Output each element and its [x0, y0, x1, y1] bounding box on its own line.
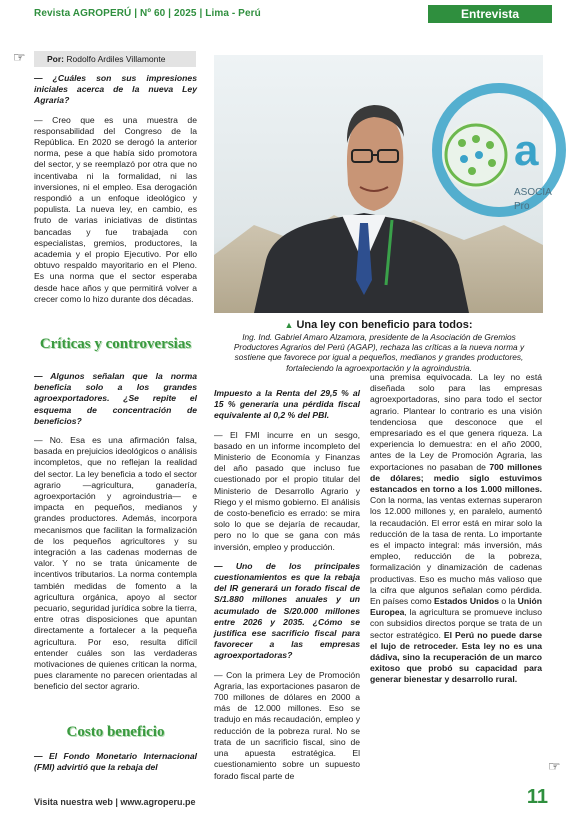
question-1: — ¿Cuáles son sus impresiones iniciales acerca de la nueva Ley Agraria? — [34, 73, 197, 106]
triangle-icon: ▲ — [284, 320, 294, 330]
portrait-illustration — [214, 55, 552, 313]
answer-4: — Con la primera Ley de Promoción Agraria, las exportaciones pasaron de 700 millones de dólares en 2000 a más de 12.000 millones. Eso se tradujo en más recaudación, empleo y reducción de la pobreza rural. No se trata de un sacrificio fiscal, sino de una apuesta estratégica. El cuestionamiento sobre un supuesto forado fiscal parte de — [214, 669, 360, 781]
column-2 — [214, 388, 360, 782]
page-header — [0, 0, 576, 28]
byline-author: Rodolfo Ardiles Villamonte — [66, 54, 166, 64]
answer-4-bold-1: 700 millones de dólares; medio siglo estuvimos estancados en torno a los 1.000 millones. — [370, 461, 542, 495]
photo-caption-title — [214, 319, 543, 331]
answer-4-continued — [370, 372, 542, 686]
question-3-start: — El Fondo Monetario Internacional (FMI) advirtió que la rebaja del — [34, 751, 197, 773]
subheading-criticas: Críticas y controversias — [39, 336, 192, 352]
photo-caption-body: Ing. Ind. Gabriel Amaro Alzamora, presidente de la Asociación de Gremios Productores Agrarios del Perú (AGAP), rechaza las críticas a la nueva norma y sostiene que favorece por igual a pequeños, medianos y grandes productores, fortaleciendo la agroexportación y la agroindustria. — [233, 332, 525, 373]
answer-1: — Creo que es una muestra de responsabilidad del Congreso de la República. En 2020 se derogó la anterior norma, pese a que había sido promotora del sector, y se reemplazó por otra que no incentivaba ni la formalidad, ni las inversiones, ni el empleo. Esa derogación respondió a un enfoque ideológico y populista. La nueva ley, en cambio, es fruto de varias iniciativas de distintas bancadas y fue trabajada con especialistas, gremios, productores, la academia y el propio Ejecutivo. Por ello obtuvo respaldo mayoritario en el Pleno. Es una norma que el sector esperaba desde hace años y que permitirá volver a crecer como lo hizo durante dos décadas. — [34, 114, 197, 304]
byline-label: Por: — [47, 54, 64, 64]
answer-4-text-2: Con la norma, las ventas externas superaron los 12.000 millones y, en paralelo, aumentó la recaudación. El error está en mirar solo la reducción de la tasa de renta. Lo importante es el impacto integral: más inversión, más empleo, reducción de la pobreza, formalización y dinamización de cadenas productivas. Eso es mucho más valioso que la cifra que algunos señalan como pérdida. En países como — [370, 495, 542, 607]
answer-4-text-4: , la agricultura se promueve incluso con subsidios directos porque se trata de un sector estratégico. — [370, 607, 542, 640]
byline — [34, 51, 196, 67]
logo-letter: a — [514, 126, 539, 175]
answer-4-text-1: una premisa equivocada. La ley no está diseñada solo para las empresas agroexportadoras, sino para todo el sector agrario. Plantear lo contrario es una visión tendenciosa que desconoce que el empresariado es el que genera riqueza. La experiencia lo demuestra: en el año 2000, antes de la Ley de Promoción Agraria, las exportaciones no pasaban de — [370, 372, 542, 472]
column-1-top — [34, 73, 197, 305]
page-number: 11 — [526, 786, 548, 808]
magazine-meta: Revista AGROPERÚ | Nº 60 | 2025 | Lima - Perú — [34, 8, 261, 19]
pointing-hand-icon: ☞ — [13, 49, 26, 65]
logo-text-2: Pro — [514, 201, 530, 212]
answer-4-text-3: o la — [498, 596, 518, 607]
column-1-bottom — [34, 751, 197, 773]
answer-4-bold-4: El Perú no puede darse el lujo de retroceder. Esta ley no es una dádiva, sino la recuperación de un marco exitoso que probó su capacidad para generar bienestar y desarrollo rural. — [370, 629, 543, 685]
question-4: — Uno de los principales cuestionamientos es que la rebaja del IR generará un forado fiscal de S/1.880 millones anuales y un acumulado de S/20.000 millones entre 2026 y 2035. ¿Cómo se justifica ese sacrificio fiscal para favorecer a las empresas agroexportadoras? — [214, 560, 360, 661]
footer-website: Visita nuestra web | www.agroperu.pe — [34, 797, 196, 807]
column-1-middle — [34, 371, 197, 693]
logo-text-1: ASOCIA — [514, 187, 552, 198]
answer-2: — No. Esa es una afirmación falsa, basada en prejuicios ideológicos o análisis incompletos, que no reflejan la realidad del sector. La ley beneficia a todo el sector agrario —agricultura, ganadería, agroexportación y agroindustria— e impacta en pequeños, medianos y grandes productores. Además, incorpora mecanismos que facilitan la formalización de los pequeños agricultores y su integración a las cadenas modernas de valor. Y no se trata únicamente de incentivos tributarios. La norma contempla también medidas de fomento a la agricultura orgánica, apoyo al sector pecuario, seguridad jurídica sobre la tierra, entre otras disposiciones que apuntan directamente a fortalecer a la pequeña agricultura. Por eso, resulta difícil entender cuáles son las verdaderas motivaciones de quienes critican la norma, pues claramente no parecen orientadas al beneficio del sector agrario. — [34, 435, 197, 692]
interview-photo — [214, 55, 552, 313]
answer-4-bold-3: Unión Europea — [370, 596, 542, 618]
answer-3: — El FMI incurre en un sesgo, basado en un informe incompleto del Ministerio de Economía y Finanzas del año pasado que incluso fue cuestionado por el propio titular del Ministerio de Desarrollo Agrario y Riego y el mismo gobierno. El análisis de costo-beneficio es errado: se mira solo lo que se dejaría de recaudar, pero no lo que se gana con más inversión, empleo y producción. — [214, 429, 360, 552]
caption-title-text: Una ley con beneficio para todos: — [296, 319, 473, 331]
question-2: — Algunos señalan que la norma beneficia solo a los grandes agroexportadores. ¿Se repite el esquema de concentración de beneficios? — [34, 371, 197, 426]
end-mark-hand-icon: ☞ — [548, 758, 561, 774]
question-3-end: Impuesto a la Renta del 29,5 % al 15 % generaría una pérdida fiscal equivalente al 0,2 % del PBI. — [214, 388, 360, 421]
answer-4-bold-2: Estados Unidos — [434, 596, 499, 607]
subheading-costo-beneficio: Costo beneficio — [66, 724, 165, 740]
column-3 — [370, 372, 542, 686]
section-tag: Entrevista — [428, 5, 552, 23]
